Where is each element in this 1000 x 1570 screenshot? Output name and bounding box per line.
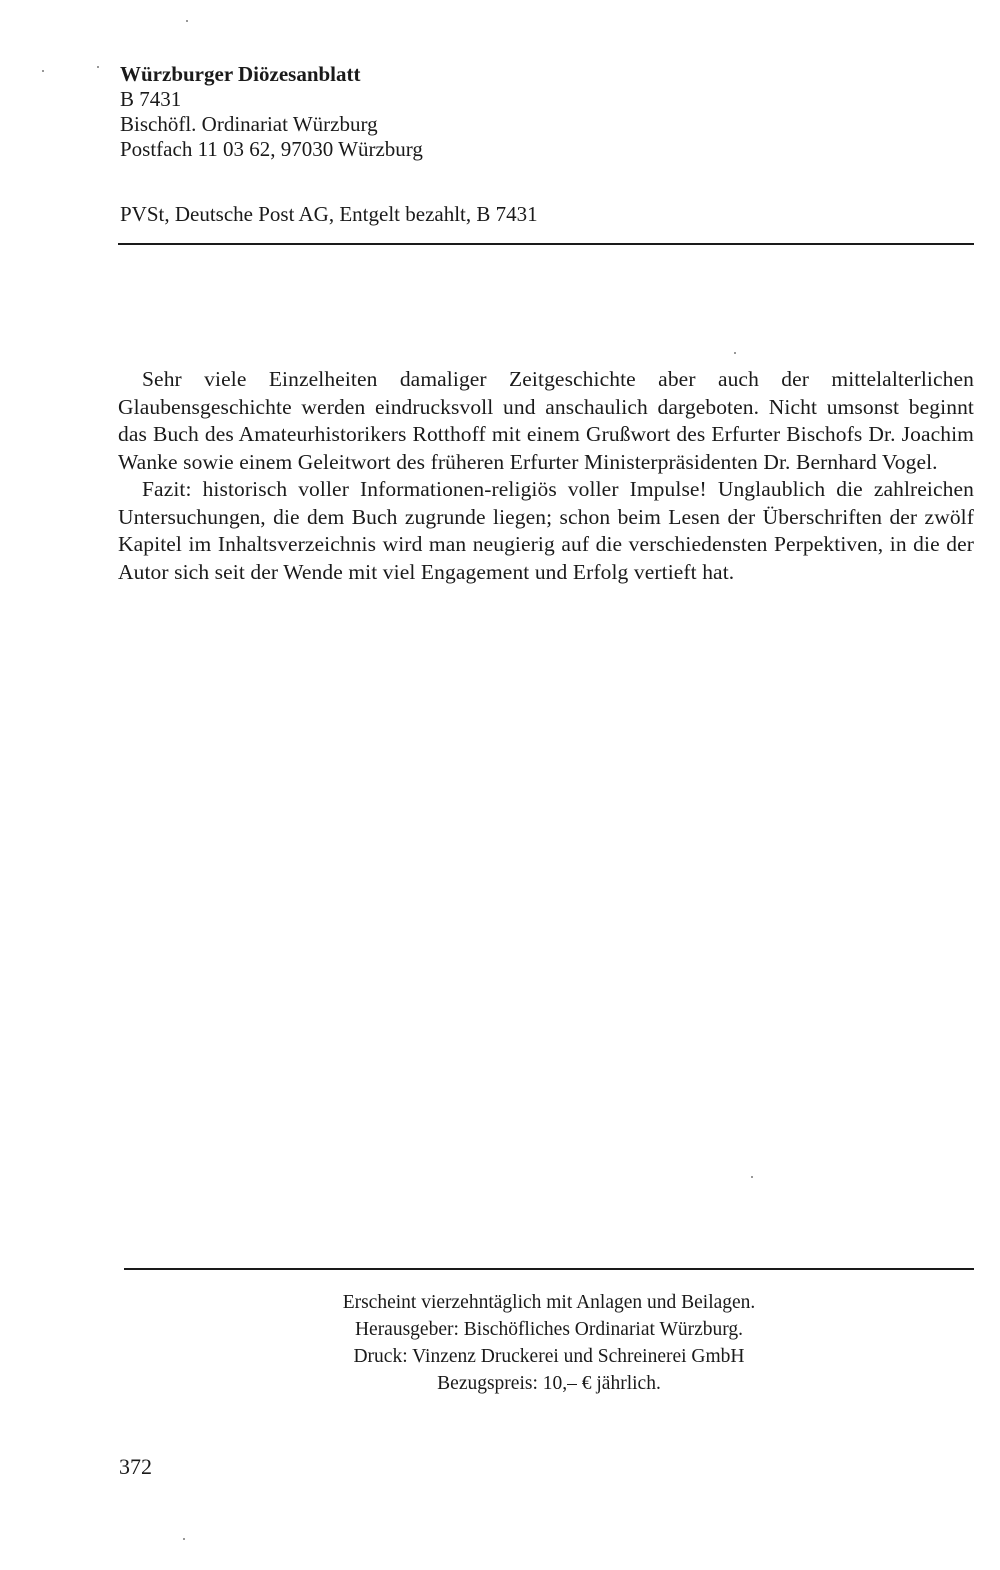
imprint-publisher: Herausgeber: Bischöfliches Ordinariat Würzburg. (354, 1319, 744, 1340)
scan-speck (186, 20, 188, 22)
scan-speck (734, 352, 736, 354)
scan-speck (42, 70, 44, 72)
imprint (124, 1289, 974, 1397)
masthead (120, 62, 980, 162)
footer-divider (124, 1268, 974, 1270)
header-divider (118, 243, 974, 245)
body-paragraph: Fazit: historisch voller Informationen-religiös voller Impulse! Unglaublich die zahlreichen Untersuchungen, die dem Buch zugrunde liegen; schon beim Lesen der Überschriften der zwölf Kapitel im Inhaltsverzeichnis wird man neugierig auf die verschiedensten Perpektiven, in die der Autor sich seit der Wende mit viel Engagement und Erfolg vertieft hat. (118, 477, 974, 584)
postage-notice: PVSt, Deutsche Post AG, Entgelt bezahlt, B 7431 (120, 202, 538, 226)
body-paragraph: Sehr viele Einzelheiten damaliger Zeitgeschichte aber auch der mittelalterlichen Glaubensgeschichte werden eindrucksvoll und anschaulich dargeboten. Nicht umsonst beginnt das Buch des Amateurhistorikers Rotthoff mit einem Grußwort des Erfurter Bischofs Dr. Joachim Wanke sowie einem Geleitwort des früheren Erfurter Ministerpräsidenten Dr. Bernhard Vogel. (118, 367, 974, 474)
publisher-address: Postfach 11 03 62, 97030 Würzburg (120, 137, 423, 161)
imprint-frequency: Erscheint vierzehntäglich mit Anlagen und Beilagen. (342, 1292, 756, 1313)
article-body (118, 366, 974, 586)
imprint-price: Bezugspreis: 10,– € jährlich. (437, 1373, 661, 1394)
scan-speck (751, 1176, 753, 1178)
scan-speck (183, 1538, 185, 1540)
scan-speck (97, 66, 99, 68)
imprint-printer: Druck: Vinzenz Druckerei und Schreinerei GmbH (353, 1346, 745, 1367)
publication-number: B 7431 (120, 87, 182, 111)
page-number: 372 (119, 1454, 152, 1479)
publication-title: Würzburger Diözesanblatt (120, 62, 361, 86)
publisher-name: Bischöfl. Ordinariat Würzburg (120, 112, 378, 136)
